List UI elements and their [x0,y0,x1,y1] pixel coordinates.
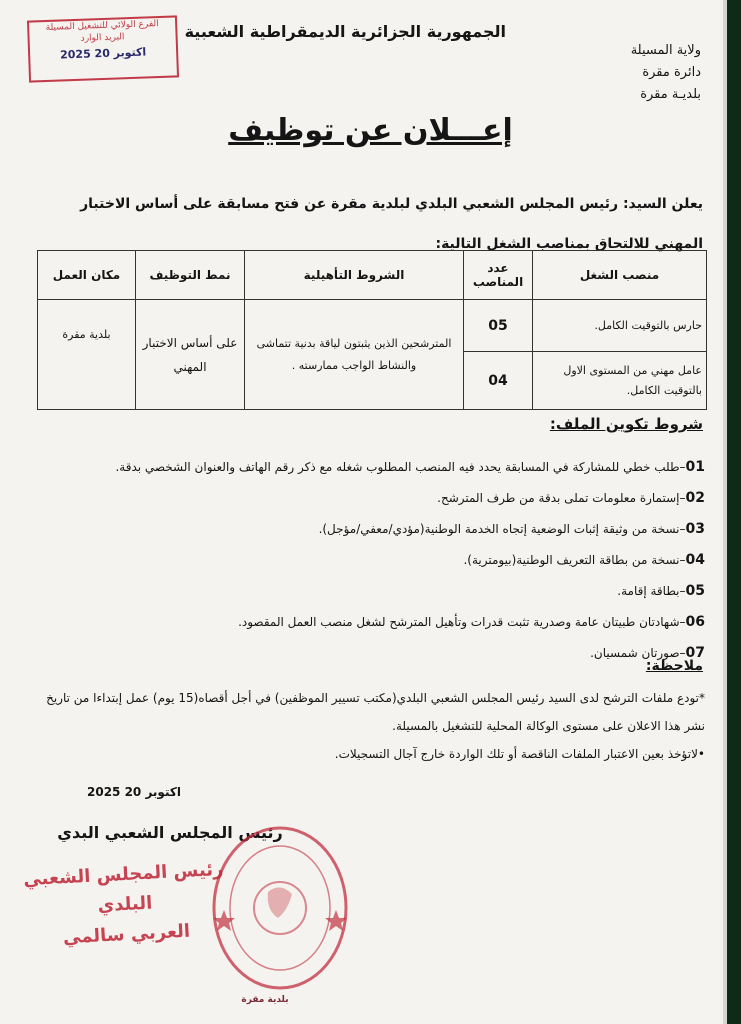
table-header-row [38,251,707,300]
signatory-name: العربي سالمي [62,920,191,949]
republic-title: الجمهورية الجزائرية الديمقراطية الشعبية [184,22,506,41]
item-number: 05 [685,583,705,599]
list-item [30,576,705,607]
received-stamp [27,15,179,82]
item-number: 07 [685,645,705,661]
mode-cell: على أساس الاختبار المهني [136,300,245,410]
header-mode: نمط التوظيف [136,251,245,300]
row-post: حارس بالتوقيت الكامل. [533,300,707,352]
file-requirements-list [30,452,705,669]
place-cell: بلدية مقرة [38,300,136,410]
list-item [30,483,705,514]
received-stamp-line: الفرع الولائي للتشغيل المسيلة [45,19,159,33]
document-title: إعـــلان عن توظيف [228,113,513,148]
item-text: –نسخة من وثيقة إثبات الوضعية إتجاه الخدمة الوطنية(مؤدي/معفي/مؤجل). [318,522,686,536]
item-number: 02 [685,490,705,506]
file-requirements-heading: شروط تكوين الملف: [549,415,703,433]
intro-paragraph: يعلن السيد: رئيس المجلس الشعبي البلدي لبلدية مقرة عن فتح مسابقة على أساس الاختبار المهني للالتحاق بمناصب الشغل التالية: [80,196,703,252]
item-text: –إستمارة معلومات تملى بدقة من طرف المترشح. [437,491,686,505]
item-text: –صورتان شمسيان. [590,646,686,660]
page-edge-shadow [723,0,727,1024]
received-stamp-line: البريد الوارد [80,32,125,44]
item-number: 01 [685,459,705,475]
list-item [30,607,705,638]
header-place: مكان العمل [38,251,136,300]
list-item [30,452,705,483]
item-number: 06 [685,614,705,630]
item-number: 04 [685,552,705,568]
signature-stamp [18,855,232,956]
commune-label: بلديـة مقرة [640,87,701,102]
row-post: عامل مهني من المستوى الاول بالتوقيت الكامل. [533,352,707,410]
note-item: •لاتؤخذ بعين الاعتبار الملفات الناقصة أو تلك الواردة خارج آجال التسجيلات. [334,747,705,761]
received-stamp-date: 2025 اكتوبر 20 [59,45,147,62]
item-number: 03 [685,521,705,537]
row-count: 05 [464,300,533,352]
signature-date: 2025 اكتوبر 20 [87,785,181,799]
wilaya-label: ولاية المسيلة [630,43,701,58]
daira-label: دائرة مقرة [642,65,701,80]
note-item: *تودع ملفات الترشح لدى السيد رئيس المجلس الشعبي البلدي(مكتب تسيير الموظفين) في أجل أقصاه(15 يوم) عمل إبتداءا من تاريخ نشر هذا الاعلان على مستوى الوكالة المحلية للتشغيل بالمسيلة. [46,691,705,733]
table-row [38,300,707,352]
signatory-title: رئيس المجلس الشعبي البدي [57,823,283,842]
list-item [30,545,705,576]
administration-block [631,40,701,106]
item-text: –طلب خطي للمشاركة في المسابقة يحدد فيه المنصب المطلوب شغله مع ذكر رقم الهاتف والعنوان الشخصي بدقة. [115,460,686,474]
item-text: –نسخة من بطاقة التعريف الوطنية(بيومترية). [463,553,686,567]
notes-block [25,684,705,768]
page-edge-strip [727,0,741,1024]
jobs-table [37,250,707,410]
header-count: عدد المناصب [464,251,533,300]
header-post: منصب الشغل [533,251,707,300]
list-item [30,514,705,545]
note-heading: ملاحظة: [645,658,703,674]
signature-stamp-title: رئيس المجلس الشعبي البلدي [22,858,224,917]
row-count: 04 [464,352,533,410]
seal-label: بلدية مقرة [241,995,289,1005]
item-text: –شهادتان طبيتان عامة وصدرية تثبت قدرات وتأهيل المترشح لشغل منصب العمل المقصود. [238,615,686,629]
list-item [30,638,705,669]
item-text: –بطاقة إقامة. [617,584,686,598]
conditions-cell: المترشحين الذين يثبتون لياقة بدنية تتماشى والنشاط الواجب ممارسته . [245,300,464,410]
official-seal [208,822,358,996]
header-conditions: الشروط التأهيلية [245,251,464,300]
